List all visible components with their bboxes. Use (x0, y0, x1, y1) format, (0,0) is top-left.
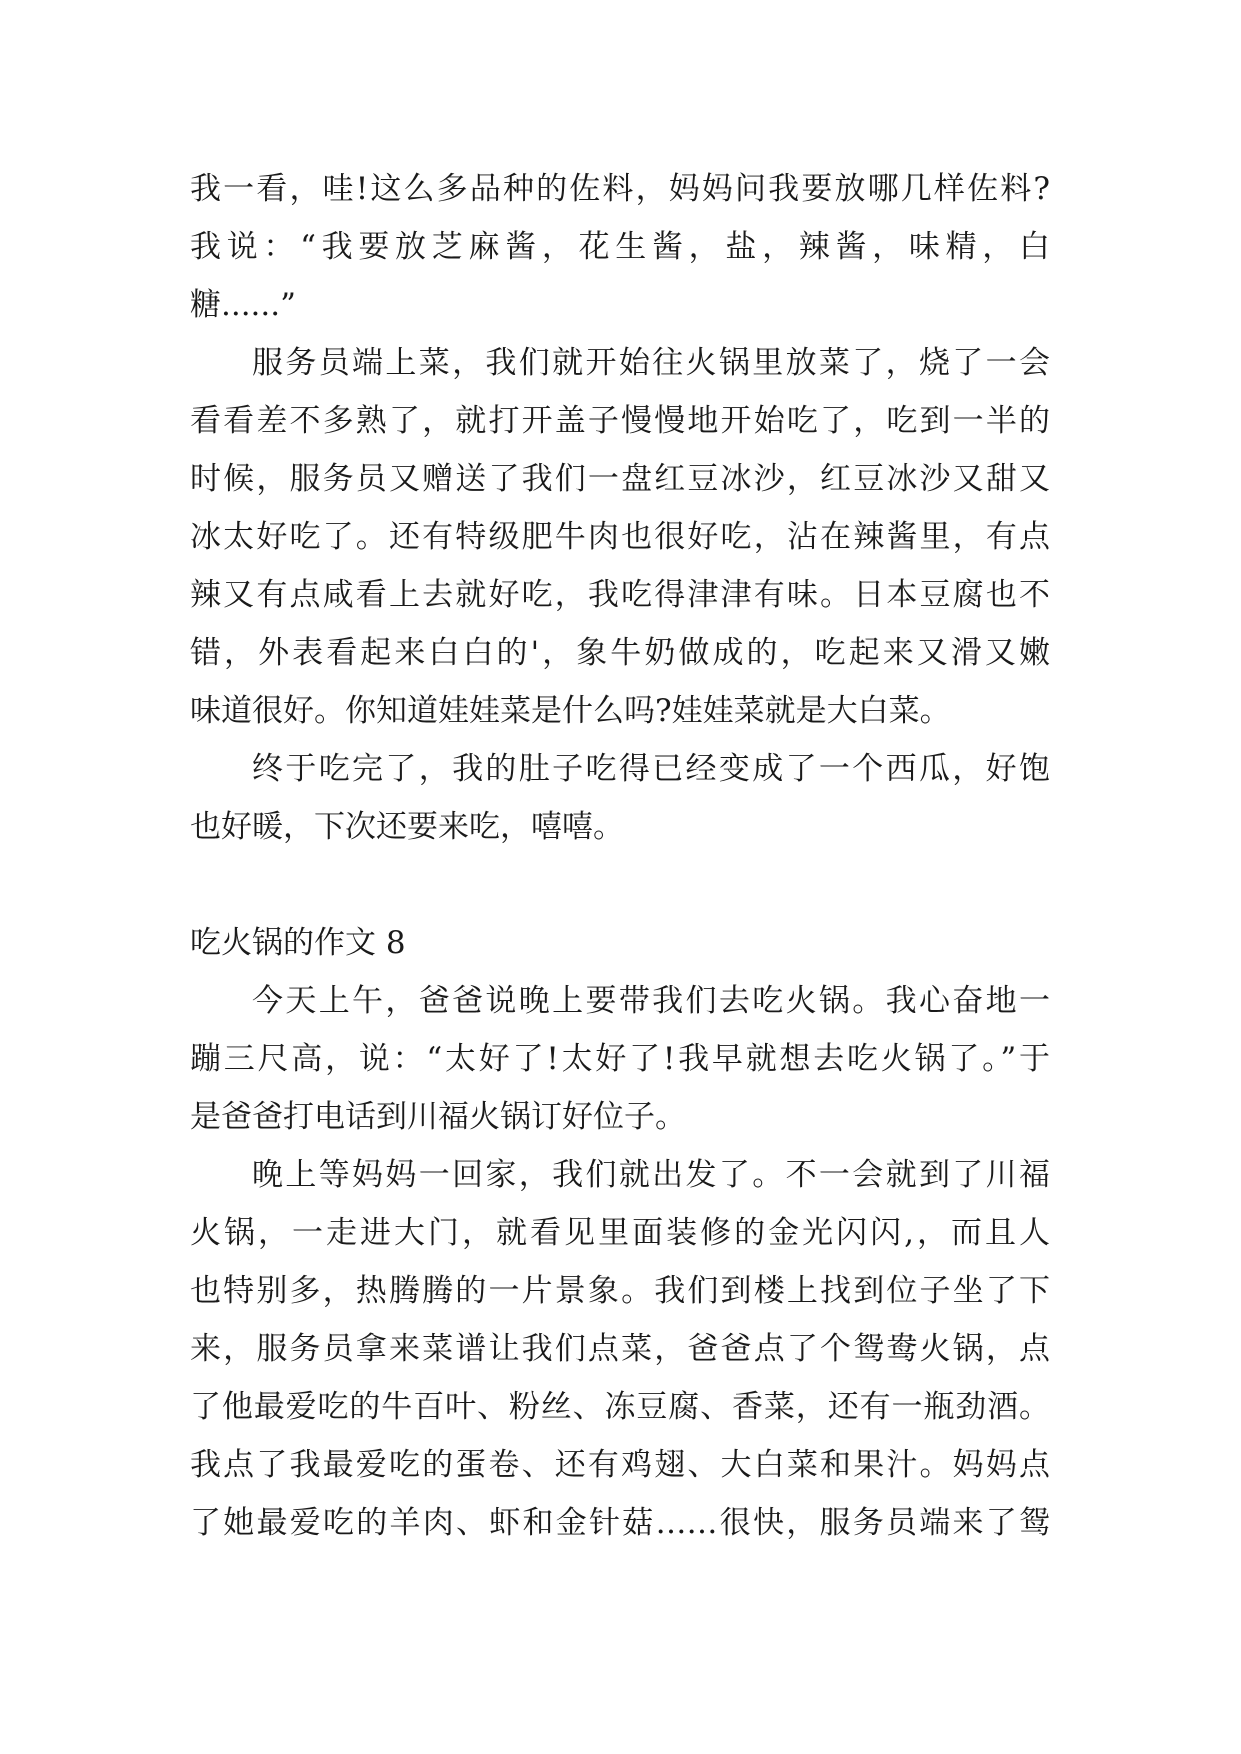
paragraph-line: 也好暖，下次还要来吃，嘻嘻。 (190, 809, 624, 845)
paragraph-line: 味道很好。你知道娃娃菜是什么吗?娃娃菜就是大白菜。 (190, 693, 951, 729)
paragraph-first-line: 今天上午，爸爸说晚上要带我们去吃火锅。我心奋地一 (252, 983, 1050, 1019)
paragraph-line: 了她最爱吃的羊肉、虾和金针菇……很快，服务员端来了鸳 (190, 1505, 1050, 1541)
paragraph-line: 我点了我最爱吃的蛋卷、还有鸡翅、大白菜和果汁。妈妈点 (190, 1447, 1050, 1483)
paragraph-line: 时候，服务员又赠送了我们一盘红豆冰沙，红豆冰沙又甜又 (190, 461, 1050, 497)
paragraph-line: 冰太好吃了。还有特级肥牛肉也很好吃，沾在辣酱里，有点 (190, 519, 1050, 555)
paragraph-line: 蹦三尺高，说：“太好了!太好了!我早就想去吃火锅了。”于 (190, 1041, 1050, 1077)
paragraph-line: 火锅，一走进大门，就看见里面装修的金光闪闪,，而且人 (190, 1215, 1050, 1251)
paragraph-line: 看看差不多熟了，就打开盖子慢慢地开始吃了，吃到一半的 (190, 403, 1050, 439)
section-heading: 吃火锅的作文 8 (190, 925, 406, 961)
document-body (190, 160, 1050, 1552)
paragraph-line: 也特别多，热腾腾的一片景象。我们到楼上找到位子坐了下 (190, 1273, 1050, 1309)
section-spacer (190, 856, 1050, 914)
paragraph-line: 辣又有点咸看上去就好吃，我吃得津津有味。日本豆腐也不 (190, 577, 1050, 613)
paragraph-first-line: 晚上等妈妈一回家，我们就出发了。不一会就到了川福 (252, 1157, 1050, 1193)
paragraph-line: 来，服务员拿来菜谱让我们点菜，爸爸点了个鸳鸯火锅，点 (190, 1331, 1050, 1367)
paragraph-line: 我一看，哇!这么多品种的佐料，妈妈问我要放哪几样佐料? (190, 171, 1050, 207)
paragraph-line: 糖......” (190, 287, 296, 323)
paragraph-line: 了他最爱吃的牛百叶、粉丝、冻豆腐、香菜，还有一瓶劲酒。 (190, 1389, 1050, 1425)
paragraph-line: 我说：“我要放芝麻酱，花生酱，盐，辣酱，味精，白 (190, 229, 1050, 265)
paragraph-first-line: 服务员端上菜，我们就开始往火锅里放菜了，烧了一会 (252, 345, 1050, 381)
paragraph-first-line: 终于吃完了，我的肚子吃得已经变成了一个西瓜，好饱 (252, 751, 1050, 787)
paragraph-line: 是爸爸打电话到川福火锅订好位子。 (190, 1099, 686, 1135)
paragraph-line: 错，外表看起来白白的'，象牛奶做成的，吃起来又滑又嫩 (190, 635, 1050, 671)
